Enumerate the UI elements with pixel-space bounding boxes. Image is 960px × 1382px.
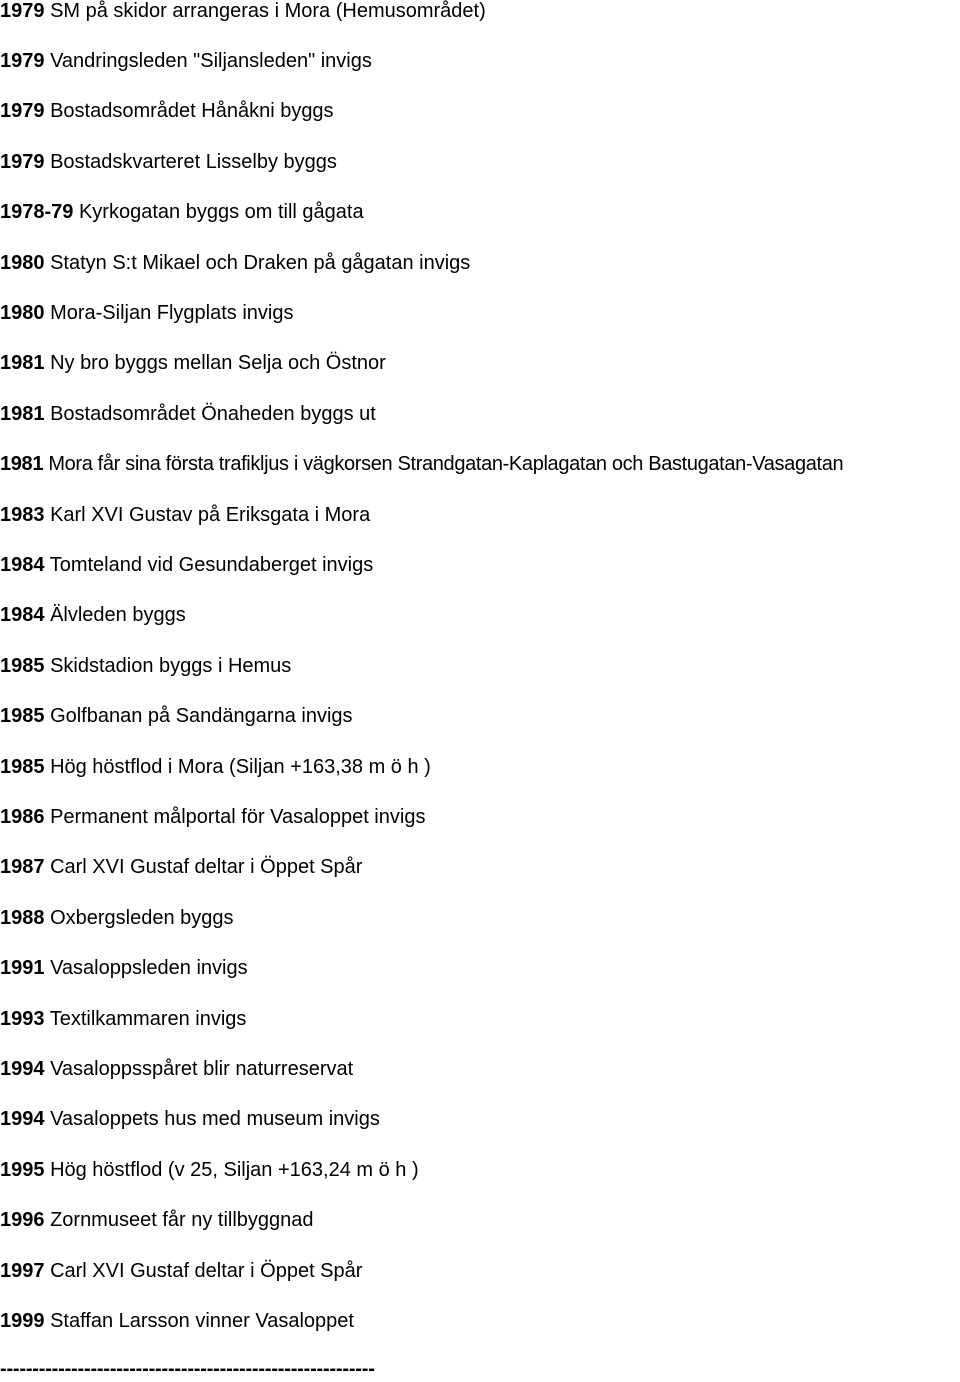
entry-text: Staffan Larsson vinner Vasaloppet <box>50 1310 354 1332</box>
entry-year: 1986 <box>0 806 45 828</box>
timeline-entry <box>0 149 337 175</box>
timeline-entry <box>0 502 370 528</box>
entry-text: Permanent målportal för Vasaloppet invigs <box>50 806 426 828</box>
timeline-entry <box>0 653 291 679</box>
entry-text: Carl XVI Gustaf deltar i Öppet Spår <box>50 1260 363 1282</box>
entry-text: Hög höstflod i Mora (Siljan +163,38 m ö h ) <box>50 756 431 778</box>
entry-year: 1979 <box>0 151 45 173</box>
timeline-entry <box>0 602 186 628</box>
entry-year: 1984 <box>0 604 45 626</box>
timeline-entry <box>0 250 470 276</box>
entry-year: 1987 <box>0 856 45 878</box>
entry-text: Skidstadion byggs i Hemus <box>50 655 292 677</box>
entry-year: 1980 <box>0 252 45 274</box>
entry-year: 1984 <box>0 554 45 576</box>
entry-text: SM på skidor arrangeras i Mora (Hemusområdet) <box>50 0 486 22</box>
entry-text: Tomteland vid Gesundaberget invigs <box>49 554 374 576</box>
timeline-entry <box>0 0 486 24</box>
entry-text: Carl XVI Gustaf deltar i Öppet Spår <box>50 856 363 878</box>
entry-year: 1981 <box>0 352 45 374</box>
timeline-entry <box>0 451 843 477</box>
entry-year: 1994 <box>0 1058 45 1080</box>
entry-text: Oxbergsleden byggs <box>50 907 234 929</box>
entry-year: 1985 <box>0 705 45 727</box>
entry-text: Älvleden byggs <box>50 604 186 626</box>
entry-text: Hög höstflod (v 25, Siljan +163,24 m ö h ) <box>50 1159 419 1181</box>
timeline-entry <box>0 754 431 780</box>
entry-year: 1985 <box>0 655 45 677</box>
entry-text: Vasaloppets hus med museum invigs <box>50 1108 380 1130</box>
entry-year: 1978-79 <box>0 201 74 223</box>
entry-year: 1995 <box>0 1159 45 1181</box>
entry-year: 1979 <box>0 0 45 22</box>
entry-year: 1988 <box>0 907 45 929</box>
entry-text: Bostadskvarteret Lisselby byggs <box>50 151 337 173</box>
timeline-entry <box>0 1106 380 1132</box>
entry-year: 1985 <box>0 756 45 778</box>
entry-year: 1999 <box>0 1310 45 1332</box>
timeline-entry <box>0 1207 314 1233</box>
timeline-entry <box>0 955 248 981</box>
entry-text: Kyrkogatan byggs om till gågata <box>78 201 364 223</box>
entry-year: 1981 <box>0 453 44 475</box>
entry-year: 1979 <box>0 50 45 72</box>
entry-text: Mora-Siljan Flygplats invigs <box>50 302 294 324</box>
timeline-entry <box>0 401 376 427</box>
entry-year: 1993 <box>0 1008 45 1030</box>
entry-text: Vandringsleden "Siljansleden" invigs <box>50 50 372 72</box>
timeline-entry <box>0 1056 353 1082</box>
timeline-entry <box>0 300 293 326</box>
entry-year: 1994 <box>0 1108 45 1130</box>
entry-text: Bostadsområdet Hånåkni byggs <box>50 100 334 122</box>
timeline-entry <box>0 1006 246 1032</box>
entry-text: Vasaloppsleden invigs <box>50 957 248 979</box>
entry-year: 1991 <box>0 957 45 979</box>
timeline-entry <box>0 98 334 124</box>
entry-text: Textilkammaren invigs <box>49 1008 247 1030</box>
entry-text: Zornmuseet får ny tillbyggnad <box>50 1209 314 1231</box>
dashed-separator: ---------------------------------------------------------- <box>0 1358 375 1380</box>
timeline-entry <box>0 48 372 74</box>
entry-year: 1996 <box>0 1209 45 1231</box>
timeline-entry <box>0 199 364 225</box>
entry-year: 1981 <box>0 403 45 425</box>
timeline-entry <box>0 350 386 376</box>
timeline-entry <box>0 1308 354 1334</box>
entry-text: Golfbanan på Sandängarna invigs <box>50 705 353 727</box>
timeline-entry <box>0 552 373 578</box>
entry-text: Vasaloppsspåret blir naturreservat <box>50 1058 354 1080</box>
entry-text: Bostadsområdet Önaheden byggs ut <box>50 403 376 425</box>
timeline-entry <box>0 1258 362 1284</box>
entry-text: Mora får sina första trafikljus i vägkorsen Strandgatan-Kaplagatan och Bastugatan-Vasagatan <box>48 453 844 475</box>
timeline-entry <box>0 1157 419 1183</box>
timeline-entry <box>0 703 353 729</box>
entry-year: 1980 <box>0 302 45 324</box>
entry-year: 1979 <box>0 100 45 122</box>
entry-year: 1983 <box>0 504 45 526</box>
timeline-entry <box>0 905 234 931</box>
entry-text: Ny bro byggs mellan Selja och Östnor <box>50 352 386 374</box>
entry-text: Karl XVI Gustav på Eriksgata i Mora <box>50 504 371 526</box>
entry-text: Statyn S:t Mikael och Draken på gågatan invigs <box>50 252 471 274</box>
timeline-entry <box>0 804 425 830</box>
timeline-entry <box>0 854 362 880</box>
entry-year: 1997 <box>0 1260 45 1282</box>
